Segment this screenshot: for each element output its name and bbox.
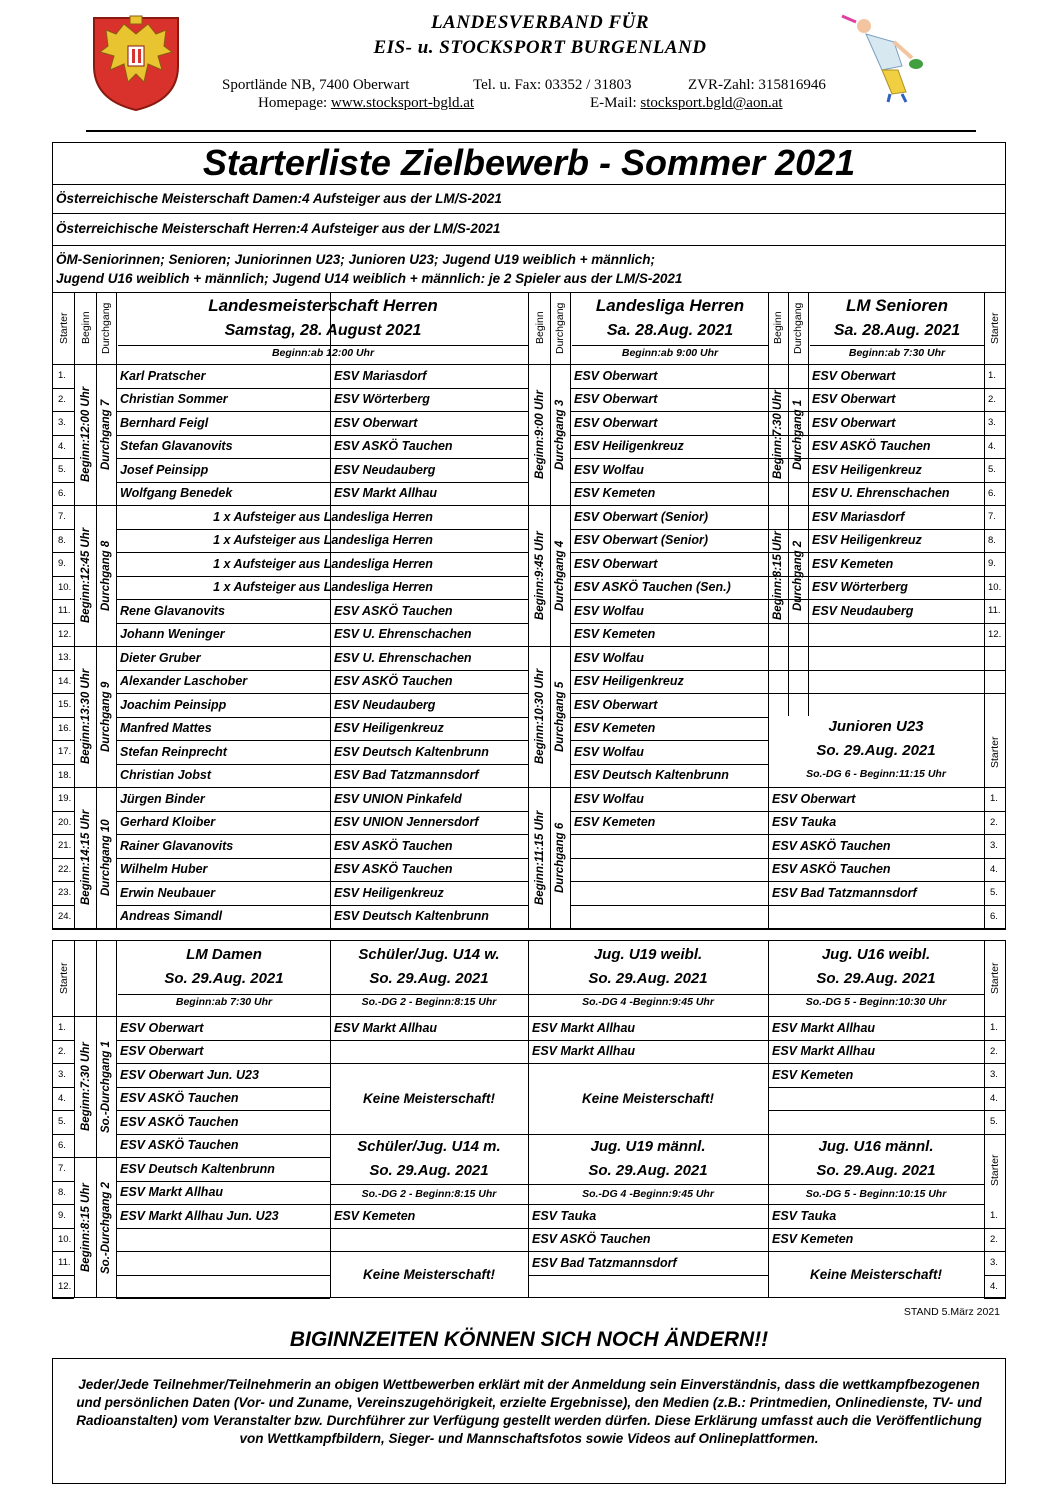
lmh-player-name: Joachim Peinsipp (120, 697, 227, 712)
ju-starter-number: 3. (990, 840, 998, 852)
starter-number: 15. (58, 699, 72, 711)
ls-team: ESV Kemeten (812, 556, 894, 571)
lh-team: ESV Oberwart (574, 392, 658, 407)
col-starter-ju: Starter (989, 736, 1001, 768)
u16m-team: ESV Kemeten (772, 1232, 854, 1247)
starter-number: 24. (58, 910, 72, 922)
starter-number: 2. (58, 393, 66, 405)
ls-team: ESV Wörterberg (812, 580, 908, 595)
damen-group-durchgang: So.-Durchgang 2 (100, 1181, 112, 1274)
lh-group-beginn: Beginn:10:30 Uhr (534, 668, 546, 765)
lmh-placeholder: 1 x Aufsteiger aus Landesliga Herren (213, 556, 433, 571)
col-beginn-ls: Beginn (772, 311, 784, 345)
lmh-player-name: Erwin Neubauer (120, 885, 216, 900)
starter-number: 23. (58, 887, 72, 899)
ju-team: ESV ASKÖ Tauchen (772, 862, 891, 877)
ju-starter-number: 1. (990, 793, 998, 805)
ls-team: ESV Neudauberg (812, 603, 914, 618)
t2-starter-number: 2. (58, 1045, 66, 1057)
starter-number: 5. (58, 464, 66, 476)
info-others-2: Jugend U16 weiblich + männlich; Jugend U14 weiblich + männlich: je 2 Spieler aus der LM/S-2021 (56, 271, 683, 286)
lh-team (574, 858, 768, 882)
starter-number: 20. (58, 816, 72, 828)
org-zvr: ZVR-Zahl: 315816946 (688, 77, 826, 93)
lmh-club: ESV Bad Tatzmannsdorf (334, 768, 479, 783)
damen-team: ESV Oberwart (120, 1020, 204, 1035)
lh-team: ESV Heiligenkreuz (574, 674, 684, 689)
starter-number: 19. (58, 793, 72, 805)
lmh-player-name: Andreas Simandl (120, 909, 223, 924)
ju-team (772, 905, 984, 929)
lh-team (574, 881, 768, 905)
lmh-group-durchgang: Durchgang 7 (100, 399, 112, 470)
lh-team: ESV Oberwart (574, 556, 658, 571)
damen-team: ESV ASKÖ Tauchen (120, 1138, 239, 1153)
lmh-placeholder: 1 x Aufsteiger aus Landesliga Herren (213, 509, 433, 524)
u14m-team: ESV Kemeten (334, 1208, 416, 1223)
lmh-date: Samstag, 28. August 2021 (224, 322, 422, 339)
starter-number: 3. (58, 417, 66, 429)
lmh-player-name: Stefan Glavanovits (120, 439, 233, 454)
u19m-start: So.-DG 4 -Beginn:9:45 Uhr (582, 1187, 714, 1200)
lmh-club: ESV U. Ehrenschachen (334, 650, 472, 665)
lmh-group-beginn: Beginn:12:00 Uhr (80, 386, 92, 483)
u16w-team: ESV Markt Allhau (772, 1044, 876, 1059)
lmh-group-durchgang: Durchgang 9 (100, 681, 112, 752)
damen-group-durchgang: So.-Durchgang 1 (100, 1040, 112, 1133)
t2-right-starter-number: 2. (990, 1045, 998, 1057)
u19m-team: ESV Bad Tatzmannsdorf (532, 1255, 677, 1270)
t2-right-starter-number: 2. (990, 1233, 998, 1245)
ls-starter-number: 8. (988, 534, 996, 546)
lmh-club: ESV ASKÖ Tauchen (334, 674, 453, 689)
t2-starter-number: 6. (58, 1139, 66, 1151)
ls-starter-number: 6. (988, 487, 996, 499)
ju-starter-number: 4. (990, 863, 998, 875)
lmh-player-name: Gerhard Kloiber (120, 815, 216, 830)
ls-starter-number: 1. (988, 370, 996, 382)
u19w-start: So.-DG 4 -Beginn:9:45 Uhr (582, 996, 714, 1008)
lmh-club: ESV Deutsch Kaltenbrunn (334, 909, 489, 924)
t2-starter-number: 3. (58, 1069, 66, 1081)
lh-date: Sa. 28.Aug. 2021 (606, 322, 734, 339)
lh-group-durchgang: Durchgang 4 (554, 540, 566, 611)
u19m-date: So. 29.Aug. 2021 (588, 1161, 708, 1179)
lmh-club: ESV ASKÖ Tauchen (334, 862, 453, 877)
lh-team: ESV Oberwart (574, 697, 658, 712)
damen-team: ESV ASKÖ Tauchen (120, 1091, 239, 1106)
u14w-title: Schüler/Jug. U14 w. (358, 946, 500, 963)
stock-player-icon (836, 12, 936, 104)
ju-starter-number: 2. (990, 816, 998, 828)
lh-team: ESV Kemeten (574, 815, 656, 830)
ls-title: LM Senioren (845, 296, 948, 315)
lmh-player-name: Wolfgang Benedek (120, 486, 233, 501)
lmh-club: ESV Neudauberg (334, 697, 436, 712)
damen-group-beginn: Beginn:7:30 Uhr (80, 1042, 92, 1131)
ls-team: ESV Heiligenkreuz (812, 462, 922, 477)
damen-team: ESV Oberwart (120, 1044, 204, 1059)
ju-team: ESV Oberwart (772, 791, 856, 806)
lh-group-durchgang: Durchgang 3 (554, 399, 566, 470)
lh-group-beginn: Beginn:9:45 Uhr (534, 531, 546, 620)
lh-group-beginn: Beginn:11:15 Uhr (534, 810, 546, 905)
email-link[interactable]: stocksport.bgld@aon.at (640, 95, 783, 111)
u16m-date: So. 29.Aug. 2021 (816, 1161, 936, 1179)
starter-number: 21. (58, 840, 72, 852)
ls-group-durchgang: Durchgang 2 (792, 540, 804, 611)
ls-team: ESV U. Ehrenschachen (812, 486, 950, 501)
lh-team: ESV Oberwart (Senior) (574, 509, 709, 524)
starter-number: 9. (58, 558, 66, 570)
lmh-player-name: Christian Jobst (120, 768, 211, 783)
lh-title: Landesliga Herren (595, 296, 745, 315)
lh-team: ESV Oberwart (Senior) (574, 533, 709, 548)
lh-group-durchgang: Durchgang 5 (554, 681, 566, 752)
damen-date: So. 29.Aug. 2021 (164, 970, 284, 987)
lmh-club: ESV UNION Jennersdorf (334, 815, 479, 830)
u14m-date: So. 29.Aug. 2021 (369, 1161, 489, 1179)
u16m-title: Jug. U16 männl. (818, 1137, 934, 1155)
lmh-club: ESV Oberwart (334, 415, 418, 430)
t2-starter-number: 4. (58, 1092, 66, 1104)
u19m-title: Jug. U19 männl. (590, 1137, 706, 1155)
ls-group-beginn: Beginn:7:30 Uhr (772, 390, 784, 479)
starter-number: 18. (58, 769, 72, 781)
u14m-team (334, 1228, 526, 1252)
ls-starter-number: 9. (988, 558, 996, 570)
lh-team: ESV Kemeten (574, 627, 656, 642)
lh-team: ESV Oberwart (574, 368, 658, 383)
lh-team: ESV Kemeten (574, 721, 656, 736)
u19w-title: Jug. U19 weibl. (593, 946, 703, 963)
lmh-player-name: Johann Weninger (120, 627, 225, 642)
lh-team: ESV Wolfau (574, 744, 644, 759)
org-name-line2: EIS- u. STOCKSPORT BURGENLAND (373, 37, 707, 58)
u14w-team (334, 1040, 526, 1064)
t2-right-starter-number: 1. (990, 1022, 998, 1034)
u16m-team: ESV Tauka (772, 1208, 837, 1223)
letterhead-rule (86, 130, 976, 132)
ls-starter-number: 7. (988, 511, 996, 523)
starter-number: 16. (58, 722, 72, 734)
lh-team (574, 905, 768, 929)
lh-team: ESV Deutsch Kaltenbrunn (574, 768, 729, 783)
ju-starter-number: 5. (990, 887, 998, 899)
lmh-club: ESV ASKÖ Tauchen (334, 439, 453, 454)
starter-number: 4. (58, 440, 66, 452)
lmh-player-name: Wilhelm Huber (120, 862, 208, 877)
u19w-no-championship: Keine Meisterschaft! (581, 1090, 715, 1106)
damen-team (120, 1251, 328, 1275)
lmh-placeholder: 1 x Aufsteiger aus Landesliga Herren (213, 580, 433, 595)
col-beginn: Beginn (80, 311, 92, 345)
warning-text: BIGINNZEITEN KÖNNEN SICH NOCH ÄNDERN!! (289, 1328, 769, 1351)
ju-team: ESV ASKÖ Tauchen (772, 838, 891, 853)
lmh-group-beginn: Beginn:12:45 Uhr (80, 527, 92, 624)
t2-starter-number: 1. (58, 1022, 66, 1034)
starter-number: 22. (58, 863, 72, 875)
ju-team: ESV Tauka (772, 815, 837, 830)
lh-team: ESV Oberwart (574, 415, 658, 430)
lmh-player-name: Bernhard Feigl (120, 415, 209, 430)
ls-starter-number: 10. (988, 581, 1002, 593)
u16w-team: ESV Kemeten (772, 1067, 854, 1082)
damen-team: ESV Deutsch Kaltenbrunn (120, 1161, 275, 1176)
org-name-line1: LANDESVERBAND FÜR (430, 12, 650, 33)
ls-team: ESV Mariasdorf (812, 509, 905, 524)
lh-group-beginn: Beginn:9:00 Uhr (534, 390, 546, 479)
ju-title: Junioren U23 (828, 718, 924, 735)
u16w-title: Jug. U16 weibl. (821, 946, 931, 963)
lmh-player-name: Josef Peinsipp (120, 462, 209, 477)
col-durchgang: Durchgang (100, 302, 112, 354)
ju-starter-number: 6. (990, 910, 998, 922)
email-label: E-Mail: (590, 95, 637, 111)
ls-starter-number: 2. (988, 393, 996, 405)
starter-number: 8. (58, 534, 66, 546)
info-herren: Österreichische Meisterschaft Herren:4 Aufsteiger aus der LM/S-2021 (56, 221, 501, 236)
org-address: Sportlände NB, 7400 Oberwart (222, 77, 410, 93)
starter-number: 17. (58, 746, 72, 758)
lh-team: ESV Heiligenkreuz (574, 439, 684, 454)
lmh-club: ESV Markt Allhau (334, 486, 438, 501)
u16m-no-championship: Keine Meisterschaft! (809, 1267, 943, 1282)
col-beginn-lh: Beginn (534, 311, 546, 345)
starter-number: 12. (58, 628, 72, 640)
ls-group-beginn: Beginn:8:15 Uhr (772, 531, 784, 620)
lmh-club: ESV ASKÖ Tauchen (334, 838, 453, 853)
col-starter-t2: Starter (58, 962, 70, 994)
ls-team: ESV Oberwart (812, 415, 896, 430)
ls-starter-number: 3. (988, 417, 996, 429)
t2-right-starter-number: 5. (990, 1116, 998, 1128)
lmh-group-durchgang: Durchgang 8 (100, 540, 112, 611)
t2-right-starter-number: 4. (990, 1280, 998, 1292)
info-damen: Österreichische Meisterschaft Damen:4 Aufsteiger aus der LM/S-2021 (56, 191, 502, 206)
u14w-no-championship: Keine Meisterschaft! (362, 1090, 496, 1106)
t2-starter-number: 10. (58, 1233, 72, 1245)
lh-team: ESV Wolfau (574, 650, 644, 665)
lmh-club: ESV U. Ehrenschachen (334, 627, 472, 642)
lmh-club: ESV ASKÖ Tauchen (334, 603, 453, 618)
ls-team: ESV ASKÖ Tauchen (812, 439, 931, 454)
ju-team: ESV Bad Tatzmannsdorf (772, 885, 917, 900)
lh-team: ESV Wolfau (574, 603, 644, 618)
email-line (590, 95, 783, 112)
starter-number: 7. (58, 511, 66, 523)
damen-team: ESV Markt Allhau Jun. U23 (120, 1208, 279, 1223)
damen-title: LM Damen (186, 946, 262, 963)
ls-date: Sa. 28.Aug. 2021 (833, 322, 961, 339)
u19m-team: ESV ASKÖ Tauchen (532, 1232, 651, 1247)
homepage-link[interactable]: www.stocksport-bgld.at (330, 95, 475, 111)
lmh-player-name: Stefan Reinprecht (120, 744, 227, 759)
lmh-start: Beginn:ab 12:00 Uhr (271, 347, 375, 359)
t2-right-starter-number: 4. (990, 1092, 998, 1104)
org-phone: Tel. u. Fax: 03352 / 31803 (473, 77, 632, 93)
t2-starter-number: 12. (58, 1280, 72, 1292)
u14m-title: Schüler/Jug. U14 m. (357, 1137, 501, 1155)
u19w-team: ESV Markt Allhau (532, 1044, 636, 1059)
homepage-line (258, 95, 474, 112)
t2-starter-number: 9. (58, 1210, 66, 1222)
u16w-start: So.-DG 5 - Beginn:10:30 Uhr (805, 996, 947, 1008)
u14w-team: ESV Markt Allhau (334, 1020, 438, 1035)
lh-team: ESV Wolfau (574, 462, 644, 477)
lmh-club: ESV Heiligenkreuz (334, 721, 444, 736)
t2-starter-number: 8. (58, 1186, 66, 1198)
t2-starter-number: 5. (58, 1116, 66, 1128)
u14w-start: So.-DG 2 - Beginn:8:15 Uhr (361, 996, 497, 1008)
u14m-no-championship: Keine Meisterschaft! (362, 1267, 496, 1282)
col-starter-t2-right-2: Starter (989, 1154, 1001, 1186)
ju-date: So. 29.Aug. 2021 (816, 742, 936, 759)
damen-start: Beginn:ab 7:30 Uhr (175, 996, 273, 1008)
lh-team: ESV Wolfau (574, 791, 644, 806)
starter-number: 1. (58, 370, 66, 382)
lh-team (574, 834, 768, 858)
ls-starter-number: 4. (988, 440, 996, 452)
damen-team (120, 1275, 328, 1299)
u14w-date: So. 29.Aug. 2021 (369, 970, 489, 987)
lmh-group-beginn: Beginn:14:15 Uhr (80, 809, 92, 906)
document-title: Starterliste Zielbewerb - Sommer 2021 (202, 142, 856, 183)
lmh-club: ESV Heiligenkreuz (334, 885, 444, 900)
u16m-start: So.-DG 5 - Beginn:10:15 Uhr (805, 1187, 947, 1200)
damen-team (120, 1228, 328, 1252)
lmh-title: Landesmeisterschaft Herren (208, 296, 438, 315)
homepage-label: Homepage: (258, 95, 328, 111)
starter-number: 14. (58, 675, 72, 687)
u19w-date: So. 29.Aug. 2021 (588, 970, 708, 987)
damen-group-beginn: Beginn:8:15 Uhr (80, 1183, 92, 1272)
ls-group-durchgang: Durchgang 1 (792, 399, 804, 470)
lmh-club: ESV Wörterberg (334, 392, 430, 407)
lmh-placeholder: 1 x Aufsteiger aus Landesliga Herren (213, 533, 433, 548)
u14m-start: So.-DG 2 - Beginn:8:15 Uhr (361, 1187, 497, 1200)
stand-date: STAND 5.März 2021 (903, 1306, 1000, 1318)
ls-start: Beginn:ab 7:30 Uhr (848, 347, 946, 359)
ls-team: ESV Heiligenkreuz (812, 533, 922, 548)
lmh-player-name: Manfred Mattes (120, 721, 212, 736)
ls-starter-number: 5. (988, 464, 996, 476)
damen-team: ESV Oberwart Jun. U23 (120, 1067, 259, 1082)
ls-team: ESV Oberwart (812, 368, 896, 383)
lh-group-durchgang: Durchgang 6 (554, 822, 566, 893)
lh-start: Beginn:ab 9:00 Uhr (621, 347, 719, 359)
damen-team: ESV ASKÖ Tauchen (120, 1114, 239, 1129)
lmh-club: ESV Mariasdorf (334, 368, 427, 383)
col-starter-t2-right: Starter (989, 962, 1001, 994)
t2-starter-number: 11. (58, 1257, 71, 1269)
info-others-1: ÖM-Seniorinnen; Senioren; Juniorinnen U23; Junioren U23; Jugend U19 weiblich + männlich; (56, 252, 655, 267)
ju-start: So.-DG 6 - Beginn:11:15 Uhr (806, 768, 946, 780)
col-durchgang-ls: Durchgang (792, 302, 804, 354)
lmh-club: ESV UNION Pinkafeld (334, 791, 462, 806)
lmh-player-name: Rainer Glavanovits (120, 838, 234, 853)
lmh-player-name: Dieter Gruber (120, 650, 201, 665)
u16w-team (772, 1087, 982, 1111)
lmh-player-name: Rene Glavanovits (120, 603, 225, 618)
t2-right-starter-number: 3. (990, 1257, 998, 1269)
starter-number: 13. (58, 652, 72, 664)
t2-right-starter-number: 3. (990, 1069, 998, 1081)
ls-team: ESV Oberwart (812, 392, 896, 407)
col-durchgang-lh: Durchgang (554, 302, 566, 354)
lmh-group-durchgang: Durchgang 10 (100, 819, 112, 896)
u16w-team: ESV Markt Allhau (772, 1020, 876, 1035)
coat-of-arms-logo (88, 12, 184, 112)
lmh-player-name: Christian Sommer (120, 392, 228, 407)
u19m-team: ESV Tauka (532, 1208, 597, 1223)
damen-team: ESV Markt Allhau (120, 1185, 224, 1200)
t2-right-starter-number: 1. (990, 1210, 998, 1222)
col-starter-right: Starter (989, 312, 1001, 344)
u16w-date: So. 29.Aug. 2021 (816, 970, 936, 987)
lmh-group-beginn: Beginn:13:30 Uhr (80, 668, 92, 765)
lmh-player-name: Karl Pratscher (120, 368, 206, 383)
lmh-player-name: Alexander Laschober (120, 674, 248, 689)
ls-starter-number: 12. (988, 628, 1002, 640)
starter-number: 11. (58, 605, 71, 617)
ls-team (812, 623, 984, 647)
u16w-team (772, 1110, 982, 1134)
lh-team: ESV ASKÖ Tauchen (Sen.) (574, 580, 731, 595)
ls-starter-number: 11. (988, 605, 1001, 617)
t2-starter-number: 7. (58, 1163, 66, 1175)
lmh-club: ESV Neudauberg (334, 462, 436, 477)
starter-number: 6. (58, 487, 66, 499)
lmh-player-name: Jürgen Binder (120, 791, 205, 806)
u19w-team: ESV Markt Allhau (532, 1020, 636, 1035)
col-starter: Starter (58, 312, 70, 344)
lh-team: ESV Kemeten (574, 486, 656, 501)
consent-text: Jeder/Jede Teilnehmer/Teilnehmerin an obigen Wettbewerben erklärt mit der Anmeldung sein Einverständnis, dass die wettkampfbezogenen und persönlichen Daten (Vor- und Zuname, Vereinszugehörigkeit, erzielte Ergebnisse), den Medien (z.B.: Printmedien, Onlinedienste, TV- und Radioanstalten) vom Veranstalter bzw. Durchführer zur Verfügung gestellt werden dürfen. Diese Erklärung umfasst auch die Veröffentlichung von Wettkampfbildern, Sieger- und Mannschaftsfotos sowie Videos auf Onlineplattformen. (76, 1377, 982, 1446)
lmh-club: ESV Deutsch Kaltenbrunn (334, 744, 489, 759)
starter-number: 10. (58, 581, 72, 593)
